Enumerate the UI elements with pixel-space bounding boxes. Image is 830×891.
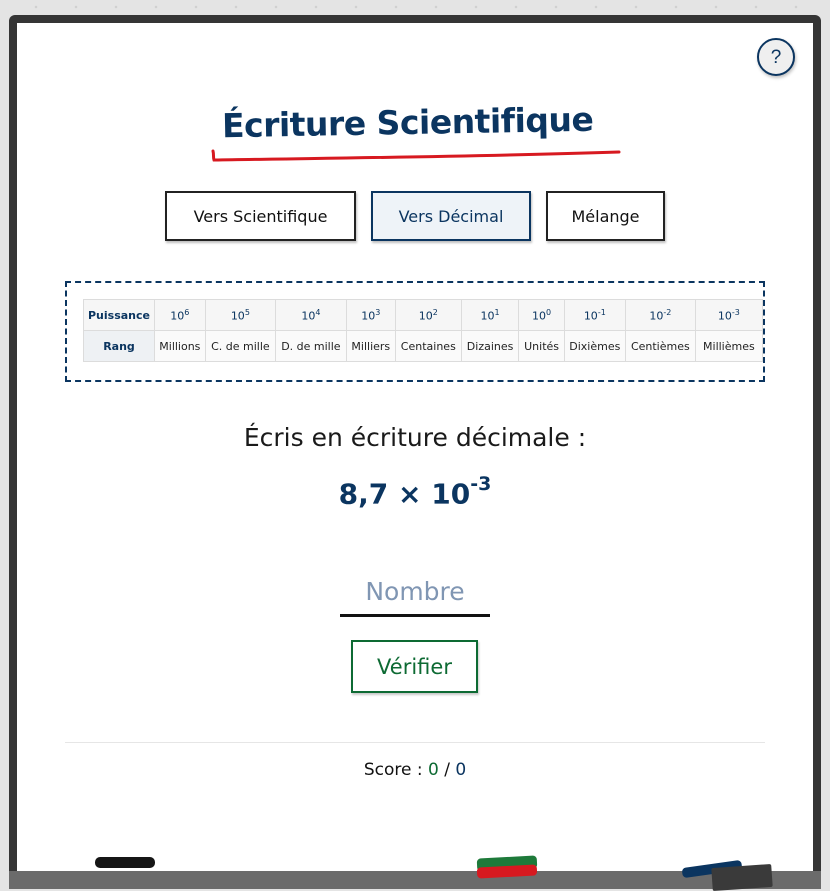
black-marker [95,857,155,868]
rank-header-cell: Rang [84,331,155,362]
exercise-prompt: Écris en écriture décimale : [243,423,587,452]
page-title: Écriture Scientifique [221,99,594,146]
rank-cell: Dixièmes [564,331,625,362]
power-cell: $10^{-2}$ [625,300,695,331]
rank-cell: Centaines [395,331,461,362]
mode-to-decimal-button[interactable]: Vers Décimal [371,191,531,241]
rank-cell: Unités [519,331,564,362]
powers-table-container [65,281,765,382]
power-cell: $10^{-3}$ [695,300,762,331]
score-total: 0 [455,760,467,780]
rank-cell: Centièmes [625,331,695,362]
powers-table [83,299,763,362]
rank-cell: Milliers [346,331,395,362]
title-block [210,99,622,169]
expression-base: 10 [431,477,471,511]
rank-cell: Millions [155,331,206,362]
help-button[interactable]: ? [757,38,795,76]
power-cell: $10^6$ [155,300,206,331]
divider [65,742,765,743]
exercise-expression [17,473,813,511]
score-separator: / [444,760,450,780]
rank-cell: Millièmes [695,331,762,362]
score-display [17,760,813,780]
power-header-cell: Puissance [84,300,155,331]
score-correct: 0 [427,760,439,780]
rank-cell: C. de mille [205,331,275,362]
score-label: Score : [363,760,423,780]
rank-cell: Dizaines [461,331,519,362]
ranks-row [84,331,763,362]
whiteboard [17,23,813,889]
mode-mixed-button[interactable]: Mélange [546,191,665,241]
eraser [711,864,772,891]
power-cell: $10^5$ [205,300,275,331]
power-cell: $10^2$ [395,300,461,331]
background-pattern [0,0,830,14]
expression-mantissa: 8,7 [338,477,389,511]
power-cell: $10^1$ [461,300,519,331]
power-cell: $10^{-1}$ [564,300,625,331]
expression-exponent: -3 [470,473,492,495]
power-cell: $10^0$ [519,300,564,331]
verify-button[interactable]: Vérifier [351,640,478,693]
mode-to-scientific-button[interactable]: Vers Scientifique [165,191,356,241]
expression-times: × [398,477,422,511]
rank-cell: D. de mille [276,331,347,362]
power-cell: $10^4$ [276,300,347,331]
title-underline [210,149,622,163]
powers-row [84,300,763,331]
answer-input[interactable] [340,568,490,617]
power-cell: $10^3$ [346,300,395,331]
